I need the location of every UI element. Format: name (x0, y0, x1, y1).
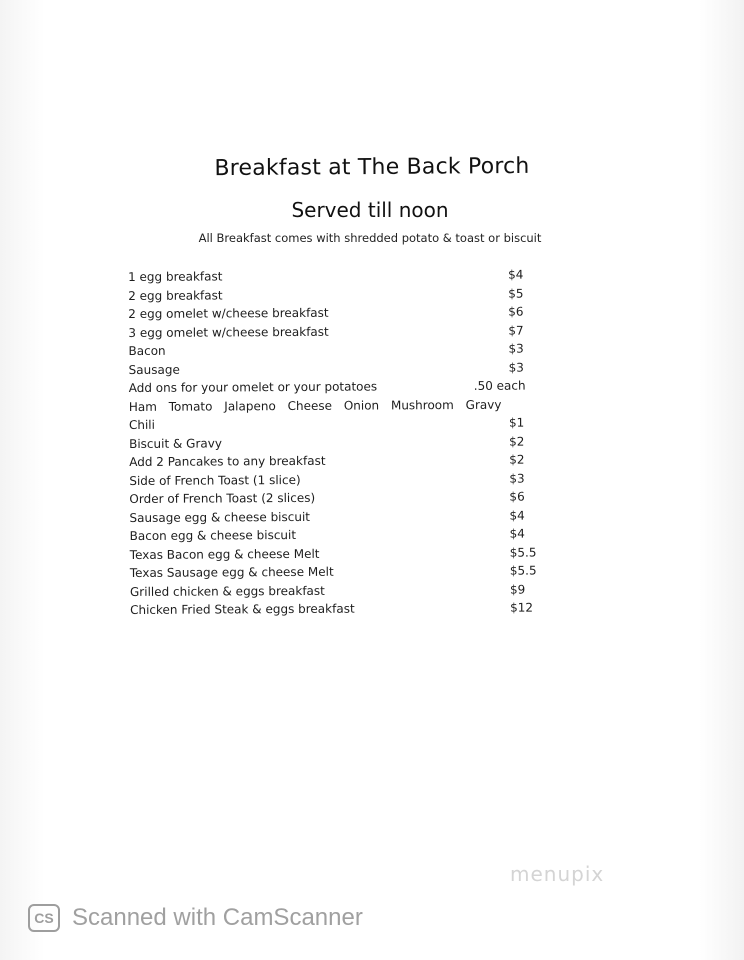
menu-item-price: $1 (508, 415, 525, 430)
menu-item-price: $9 (509, 582, 526, 597)
camscanner-footer-text: Scanned with CamScanner (72, 904, 363, 931)
menu-item-price: $4 (509, 526, 525, 541)
addon-options-text: Ham Tomato Jalapeno Cheese Onion Mushroom Gravy (128, 397, 502, 414)
menu-item-name: Texas Bacon egg & cheese Melt (129, 546, 320, 562)
menu-item-price: .50 each (473, 378, 526, 393)
menu-note: All Breakfast comes with shredded potato & toast or biscuit (198, 231, 542, 245)
menu-item-name: Sausage egg & cheese biscuit (129, 509, 311, 525)
menu-item-price: $3 (508, 341, 524, 356)
menu-item-name: Bacon egg & cheese biscuit (129, 527, 297, 543)
menupix-watermark: menupix (510, 862, 605, 886)
menu-item-name: Add ons for your omelet or your potatoes (128, 379, 378, 395)
menu-item-price: $4 (509, 508, 525, 523)
menu-item-name: Chicken Fried Steak & eggs breakfast (130, 601, 355, 617)
camscanner-logo-icon: CS (28, 904, 60, 932)
menu-subtitle: Served till noon (291, 198, 449, 222)
menu-item-name: Texas Sausage egg & cheese Melt (129, 564, 334, 580)
menu-item-name: Side of French Toast (1 slice) (129, 472, 301, 488)
menu-item-name: Biscuit & Gravy (129, 435, 222, 451)
menu-item-name: Bacon (128, 343, 166, 358)
menu-item-price: $5.5 (509, 563, 537, 578)
menu-item-name: 1 egg breakfast (128, 269, 223, 284)
menu-item (130, 598, 550, 619)
menu-title: Breakfast at The Back Porch (214, 153, 530, 182)
menu-item-price: $7 (508, 323, 524, 338)
menu-item-name: 3 egg omelet w/cheese breakfast (128, 324, 329, 340)
menu-item-price: $3 (509, 471, 525, 486)
menu-list (128, 265, 550, 619)
menu-item-name: 2 egg omelet w/cheese breakfast (128, 305, 329, 321)
menu-item-price: $4 (508, 267, 524, 282)
camscanner-footer (28, 902, 363, 934)
menu-item-price: $2 (509, 452, 525, 467)
menu-item-price: $2 (509, 434, 525, 449)
menu-item-name: 2 egg breakfast (128, 287, 223, 303)
menu-item-price: $6 (508, 304, 524, 319)
menu-item-name: Add 2 Pancakes to any breakfast (129, 453, 326, 469)
menu-item-price: $5.5 (509, 545, 537, 560)
menu-item-name: Grilled chicken & eggs breakfast (129, 583, 325, 599)
menu-item-price: $6 (509, 489, 525, 504)
menu-item-name: Chili (128, 417, 156, 432)
menu-item-name: Sausage (128, 362, 180, 377)
menu-item-name: Order of French Toast (2 slices) (129, 490, 316, 506)
menu-item-price: $5 (508, 286, 524, 301)
menu-item-price: $3 (508, 360, 524, 375)
menu-item-price: $12 (510, 600, 534, 615)
